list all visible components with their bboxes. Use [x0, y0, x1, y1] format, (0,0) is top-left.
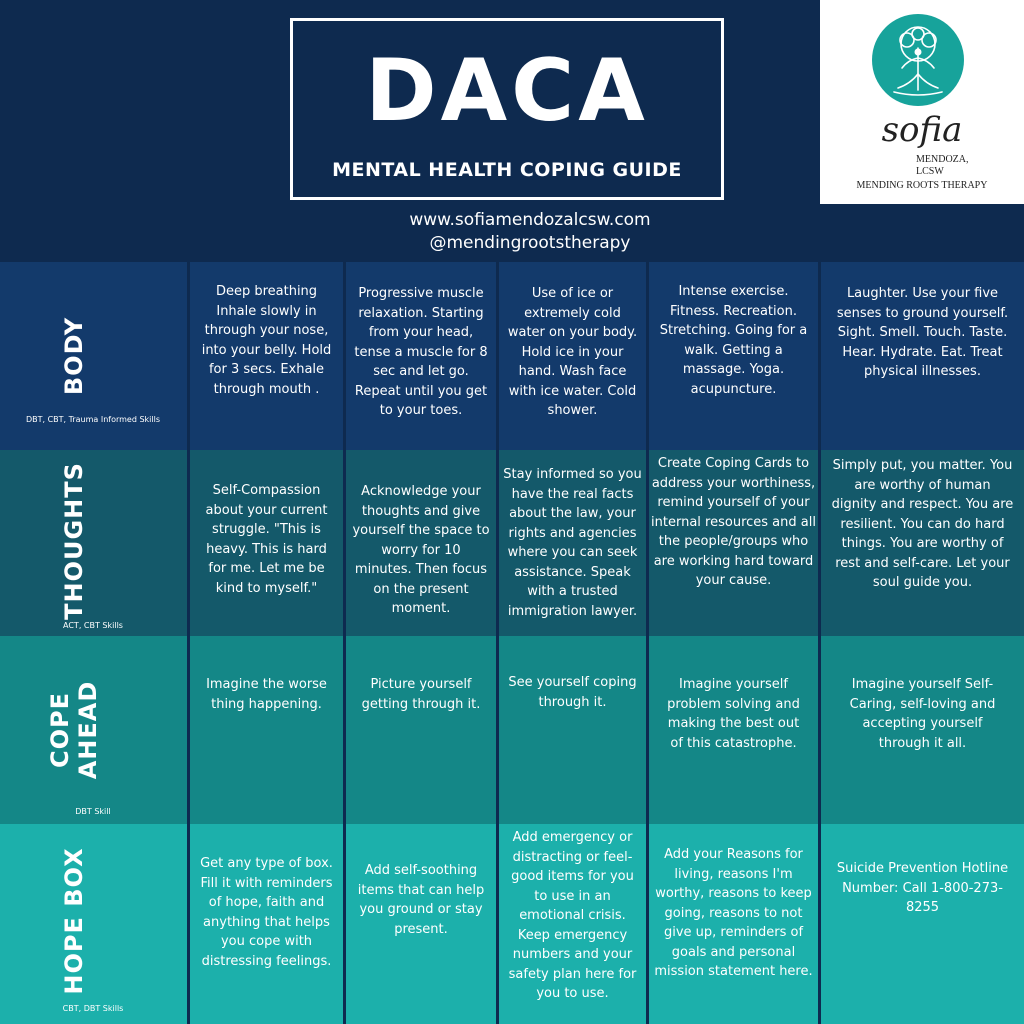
- row-label: [0, 262, 188, 450]
- row-hope-box: [0, 824, 1024, 1024]
- cell-thoughts-5: Simply put, you matter. You are worthy of human dignity and respect. You are resilient. You can do hard things. You are worthy of rest and self-care. Let your soul guide you.: [831, 458, 1014, 590]
- logo-practice-name: MENDING ROOTS THERAPY: [856, 180, 988, 191]
- cell-thoughts-3: Stay informed so you have the real facts about the law, your rights and agencies where you can seek assistance. Speak with a trusted immigration lawyer.: [503, 467, 642, 619]
- column-divider: [646, 262, 649, 1024]
- column-divider: [187, 262, 190, 1024]
- row-skill-note: CBT, DBT Skills: [62, 1004, 124, 1013]
- cell-cope-3: See yourself coping through it.: [508, 675, 637, 710]
- cell-thoughts-1: Self-Compassion about your current struggle. "This is heavy. This is hard for me. Let me be kind to myself.": [205, 483, 328, 596]
- cell-body-1: Deep breathing Inhale slowly in through your nose, into your belly. Hold for 3 secs. Exhale through mouth .: [201, 284, 332, 397]
- cell-body-2: Progressive muscle relaxation. Starting from your head, tense a muscle for 8 sec and let go. Repeat until you get to your toes.: [354, 286, 488, 418]
- cell-body-4: Intense exercise. Fitness. Recreation. Stretching. Going for a walk. Getting a massage. Yoga. acupuncture.: [659, 284, 808, 397]
- cell-cope-4: Imagine yourself problem solving and making the best out of this catastrophe.: [667, 677, 800, 751]
- row-title: THOUGHTS: [60, 462, 88, 620]
- cell-cope-1: Imagine the worse thing happening.: [206, 677, 327, 712]
- logo-credential-2: LCSW: [916, 166, 944, 177]
- logo-panel: [820, 0, 1024, 204]
- column-divider: [343, 262, 346, 1024]
- cell-thoughts-4: Create Coping Cards to address your worthiness, remind yourself of your internal resources and all the people/groups who are working hard toward your cause.: [651, 456, 816, 588]
- cell-body-3: Use of ice or extremely cold water on your body. Hold ice in your hand. Wash face with ice water. Cold shower.: [507, 286, 638, 418]
- cell-cope-5: Imagine yourself Self-Caring, self-loving and accepting yourself through it all.: [849, 677, 996, 751]
- cell-hope-1: Get any type of box. Fill it with reminders of hope, faith and anything that helps you cope with distressing feelings.: [200, 856, 333, 969]
- website-link[interactable]: www.sofiamendozalcsw.com: [409, 210, 651, 230]
- title-box: [290, 18, 724, 200]
- tree-of-life-woman-icon: [872, 14, 964, 106]
- cell-thoughts-2: Acknowledge your thoughts and give yourself the space to worry for 10 minutes. Then focus on the present moment.: [352, 484, 490, 616]
- column-divider: [496, 262, 499, 1024]
- row-cope-ahead: [0, 636, 1024, 824]
- row-title: HOPE BOX: [60, 847, 88, 995]
- row-skill-note: DBT, CBT, Trauma Informed Skills: [25, 415, 161, 424]
- cell-hope-4: Add your Reasons for living, reasons I'm worthy, reasons to keep going, reasons to not give up, reminders of goals and personal mission statement here.: [654, 847, 813, 979]
- cell-hope-5: Suicide Prevention Hotline Number: Call 1-800-273-8255: [836, 861, 1009, 915]
- logo-wordmark: sofia: [881, 110, 963, 150]
- row-skill-note: DBT Skill: [75, 807, 111, 816]
- social-handle[interactable]: @mendingrootstherapy: [429, 233, 631, 253]
- header-banner: [0, 0, 1024, 262]
- column-divider: [818, 262, 821, 1024]
- logo-credential-1: MENDOZA,: [916, 154, 969, 165]
- row-label: [0, 824, 188, 1024]
- row-thoughts: [0, 450, 1024, 636]
- page-subtitle: MENTAL HEALTH COPING GUIDE: [332, 159, 682, 181]
- cell-body-5: Laughter. Use your five senses to ground yourself. Sight. Smell. Touch. Taste. Hear. Hydrate. Eat. Treat physical illnesses.: [836, 286, 1009, 379]
- row-skill-note: ACT, CBT Skills: [63, 621, 123, 630]
- cell-hope-3: Add emergency or distracting or feel-good items for you to use in an emotional crisis. Keep emergency numbers and your safety plan here for you to use.: [508, 830, 637, 1001]
- row-title: BODY: [60, 316, 88, 396]
- cell-hope-2: Add self-soothing items that can help you ground or stay present.: [357, 863, 485, 937]
- row-title: COPE AHEAD: [46, 680, 102, 780]
- row-label: [0, 636, 188, 824]
- page-title: DACA: [365, 41, 649, 141]
- row-label: [0, 450, 188, 636]
- row-body: [0, 262, 1024, 450]
- cell-cope-2: Picture yourself getting through it.: [361, 677, 481, 712]
